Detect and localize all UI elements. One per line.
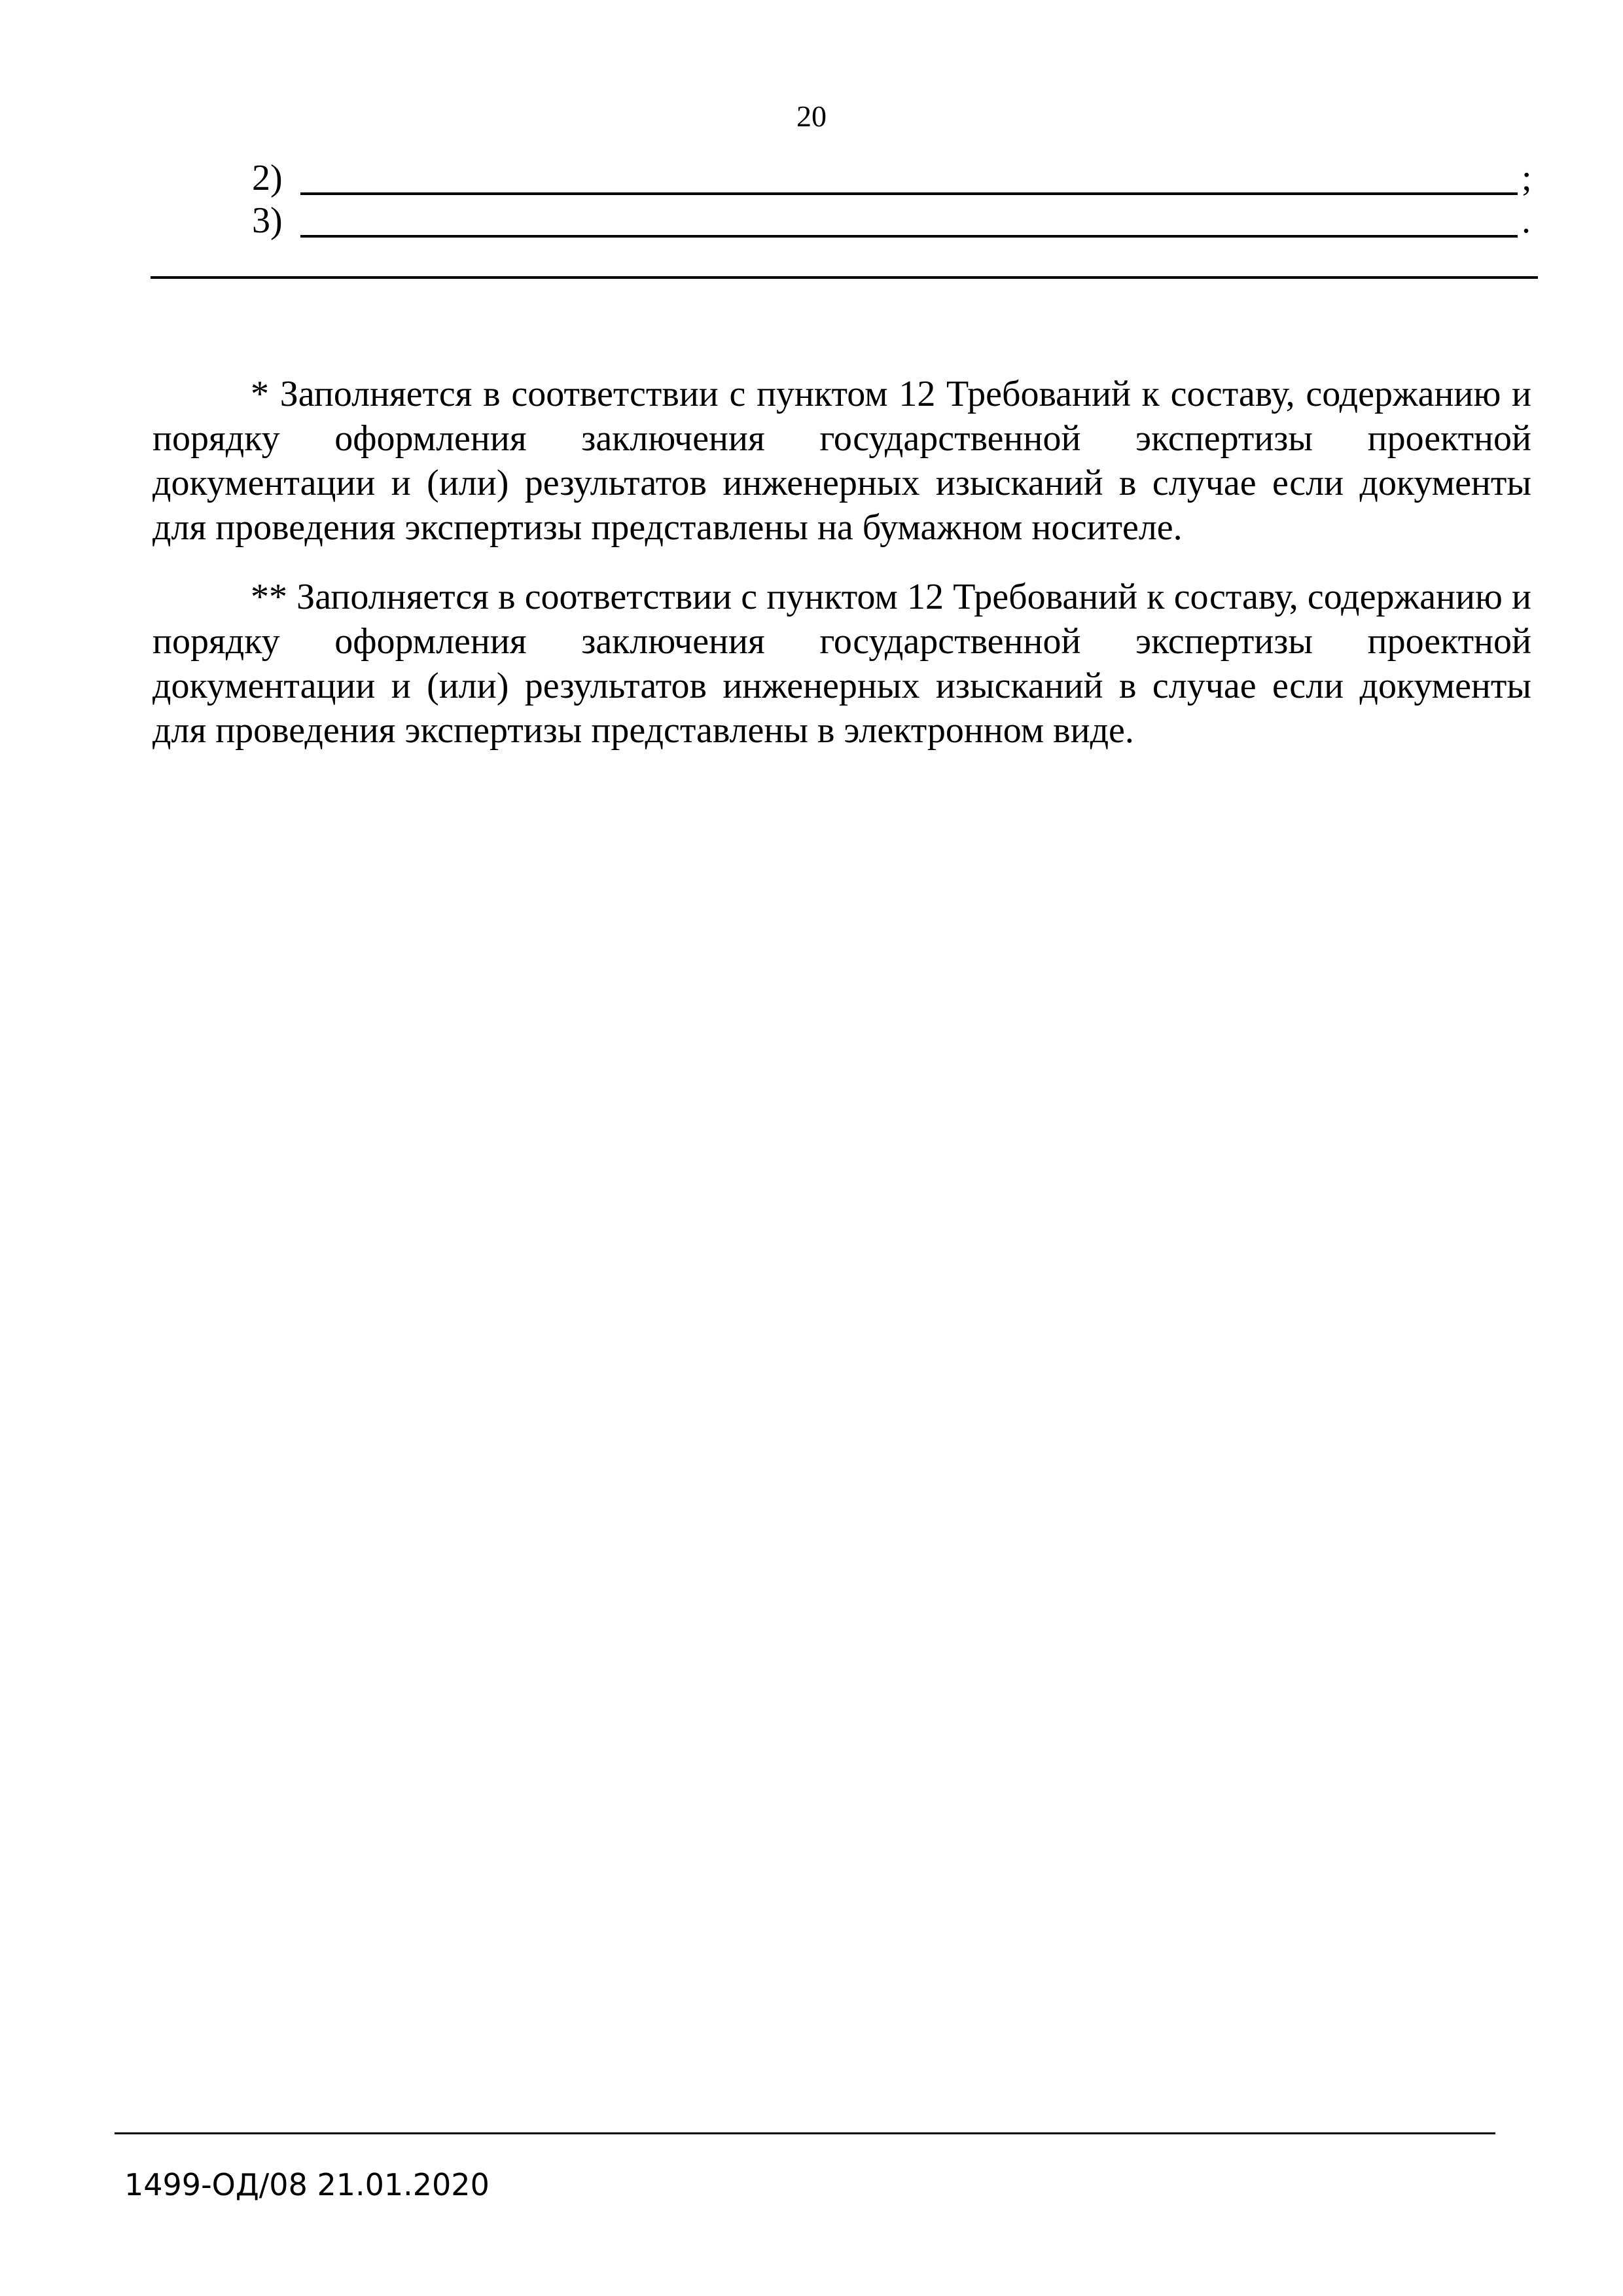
list-item-2 xyxy=(252,157,1532,199)
list-item-number: 2) xyxy=(252,158,283,198)
section-separator xyxy=(151,276,1538,279)
registration-stamp: 1499-ОД/08 21.01.2020 xyxy=(124,2167,490,2202)
footnote-electronic: ** Заполняется в соответствии с пунктом 12 Требований к составу, содержанию и порядку оформления заключения государственной экспертизы проектной документации и (или) результатов инженерных изысканий в случае если документы для проведения экспертизы представлены в электронном виде. xyxy=(152,577,1531,751)
footnote-paper: * Заполняется в соответствии с пунктом 12 Требований к составу, содержанию и порядку оформления заключения государственной экспертизы проектной документации и (или) результатов инженерных изысканий в случае если документы для проведения экспертизы представлены на бумажном носителе. xyxy=(152,374,1531,548)
blank-fill-line xyxy=(300,206,1518,238)
blank-fill-line xyxy=(300,164,1518,195)
list-item-3 xyxy=(252,200,1531,242)
list-item-terminator: ; xyxy=(1522,158,1532,198)
page-number: 20 xyxy=(796,99,827,133)
footer-rule xyxy=(115,2132,1495,2134)
list-item-terminator: . xyxy=(1522,200,1531,241)
list-item-number: 3) xyxy=(252,200,283,241)
